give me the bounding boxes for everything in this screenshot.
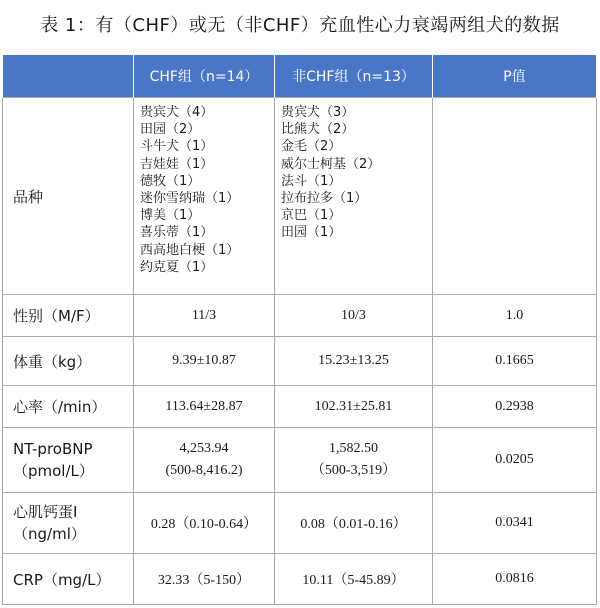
weight-non-chf-value: 15.23±13.25 [275,337,433,386]
list-item: 德牧（1） [140,173,201,189]
row-label-line1: NT-proBNP [13,440,93,458]
list-item: 博美（1） [140,208,201,224]
table-title: 表 1：有（CHF）或无（非CHF）充血性心力衰竭两组犬的数据 [40,15,560,36]
crp-p-value: 0.0816 [433,554,597,605]
list-item: 威尔士柯基（2） [281,156,381,172]
weight-p-value: 0.1665 [433,337,597,386]
troponin-p-value: 0.0341 [433,493,597,554]
nt-probnp-p-value: 0.0205 [433,428,597,493]
heart-rate-chf-value: 113.64±28.87 [134,386,275,428]
breed-chf-list [134,104,274,276]
crp-chf-value: 32.33（5-150） [134,554,275,605]
list-item: 斗牛犬（1） [140,139,214,155]
list-item: 比熊犬（2） [281,122,355,138]
header-cell-p-value: P值 [433,55,597,98]
row-label-line2: （pmol/L） [13,462,94,480]
nt-probnp-non-chf-value [275,428,433,493]
list-item: 贵宾犬（4） [140,105,214,120]
list-item: 约克夏（1） [140,259,214,275]
header-cell-empty [3,55,134,98]
value-line1: 4,253.94 [179,441,229,456]
table-row-weight [3,337,597,386]
heart-rate-p-value: 0.2938 [433,386,597,428]
list-item: 喜乐蒂（1） [140,225,214,241]
header-cell-non-chf: 非CHF组（n=13） [275,55,433,98]
row-label-sex: 性别（M/F） [3,295,134,337]
table-row-heart-rate [3,386,597,428]
list-item: 西高地白梗（1） [140,242,240,258]
list-item: 贵宾犬（3） [281,105,355,120]
list-item: 吉娃娃（1） [140,156,214,172]
sex-p-value: 1.0 [433,295,597,337]
header-cell-chf: CHF组（n=14） [134,55,275,98]
row-label-line1: 心肌钙蛋I [13,503,78,521]
troponin-chf-value: 0.28（0.10-0.64） [134,493,275,554]
breed-non-chf-cell [275,98,433,295]
row-label-nt-probnp [3,428,134,493]
value-line2: （500-3,519） [310,463,397,478]
breed-p-cell [433,98,597,295]
table-row-nt-probnp [3,428,597,493]
table-row-crp [3,554,597,605]
value-line1: 1,582.50 [329,441,378,456]
row-label-breed: 品种 [3,98,134,295]
data-table [2,55,597,605]
sex-non-chf-value: 10/3 [275,295,433,337]
crp-non-chf-value: 10.11（5-45.89） [275,554,433,605]
row-label-line2: （ng/ml） [13,525,86,543]
row-label-troponin [3,493,134,554]
table-row-troponin [3,493,597,554]
weight-chf-value: 9.39±10.87 [134,337,275,386]
list-item: 田园（1） [281,225,342,241]
breed-non-chf-list [275,104,432,242]
list-item: 迷你雪纳瑞（1） [140,191,240,207]
header-row [3,55,597,98]
heart-rate-non-chf-value: 102.31±25.81 [275,386,433,428]
list-item: 京巴（1） [281,208,342,224]
row-label-weight: 体重（kg） [3,337,134,386]
row-label-heart-rate: 心率（/min） [3,386,134,428]
list-item: 拉布拉多（1） [281,191,368,207]
row-label-crp: CRP（mg/L） [3,554,134,605]
list-item: 法斗（1） [281,173,342,189]
sex-chf-value: 11/3 [134,295,275,337]
list-item: 金毛（2） [281,139,342,155]
table-row-breed [3,98,597,295]
table-row-sex [3,295,597,337]
value-line2: (500-8,416.2) [165,463,243,478]
breed-chf-cell [134,98,275,295]
list-item: 田园（2） [140,122,201,138]
nt-probnp-chf-value [134,428,275,493]
troponin-non-chf-value: 0.08（0.01-0.16） [275,493,433,554]
